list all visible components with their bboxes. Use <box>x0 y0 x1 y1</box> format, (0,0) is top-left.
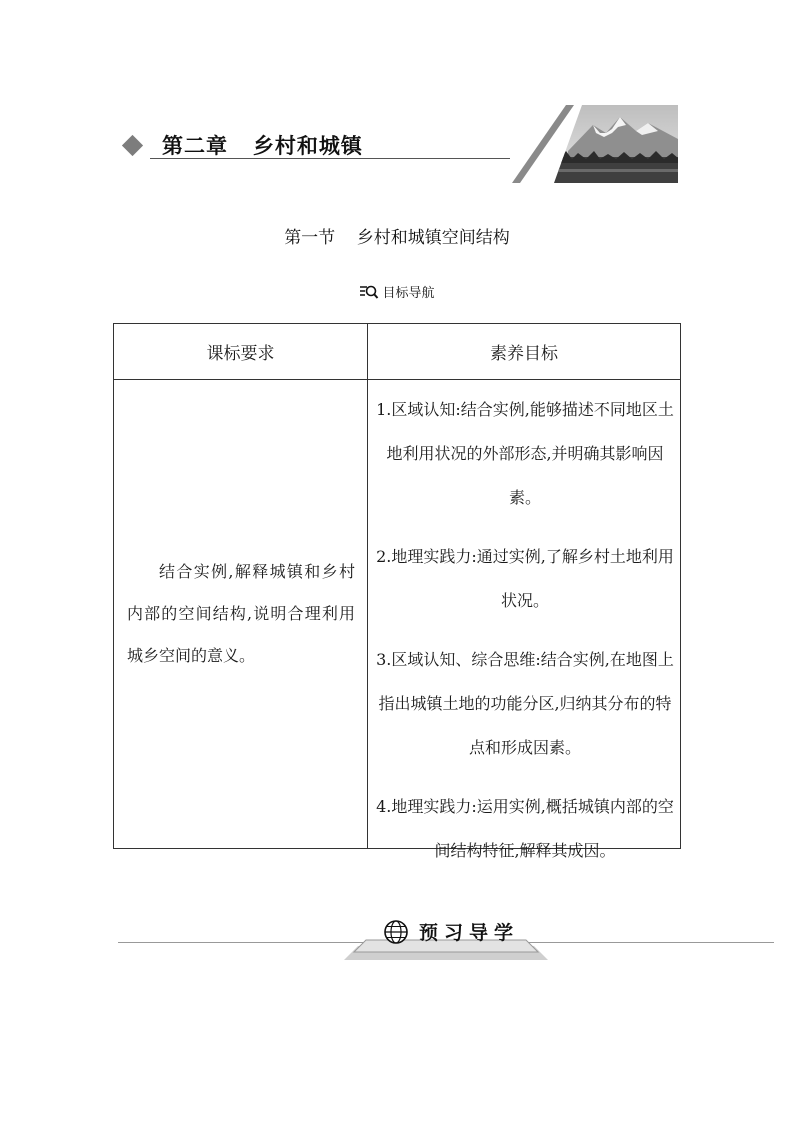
requirement-text: 结合实例,解释城镇和乡村内部的空间结构,说明合理利用城乡空间的意义。 <box>127 562 355 665</box>
goals-cell <box>376 388 674 888</box>
chapter-underline <box>150 158 510 159</box>
navigation-heading <box>0 282 794 301</box>
globe-icon <box>383 919 409 945</box>
goal-item-1: 1.区域认知:结合实例,能够描述不同地区土地利用状况的外部形态,并明确其影响因素。 <box>376 400 674 507</box>
diamond-icon <box>122 135 143 156</box>
requirement-cell <box>122 380 360 848</box>
magnifier-list-icon <box>359 284 379 300</box>
section-title: 第一节 乡村和城镇空间结构 <box>284 228 510 248</box>
chapter-title: 第二章 乡村和城镇 <box>162 133 363 158</box>
goals-table <box>113 323 681 860</box>
goal-item-4: 4.地理实践力:运用实例,概括城镇内部的空间结构特征,解释其成因。 <box>376 797 674 860</box>
navigation-title: 目标导航 <box>382 286 435 301</box>
header-competency-goals: 素养目标 <box>490 344 558 364</box>
header-curriculum-requirements: 课标要求 <box>206 344 275 364</box>
goal-item-3: 3.区域认知、综合思维:结合实例,在地图上指出城镇土地的功能分区,归纳其分布的特点和形成因素。 <box>376 650 674 757</box>
goal-item-2: 2.地理实践力:通过实例,了解乡村土地利用状况。 <box>376 547 674 610</box>
chapter-header <box>118 100 678 185</box>
banner-content <box>383 918 519 945</box>
preview-banner <box>118 912 774 962</box>
mountain-landscape-image <box>508 103 678 183</box>
column-divider <box>367 324 368 848</box>
preview-title: 预习导学 <box>419 922 520 944</box>
